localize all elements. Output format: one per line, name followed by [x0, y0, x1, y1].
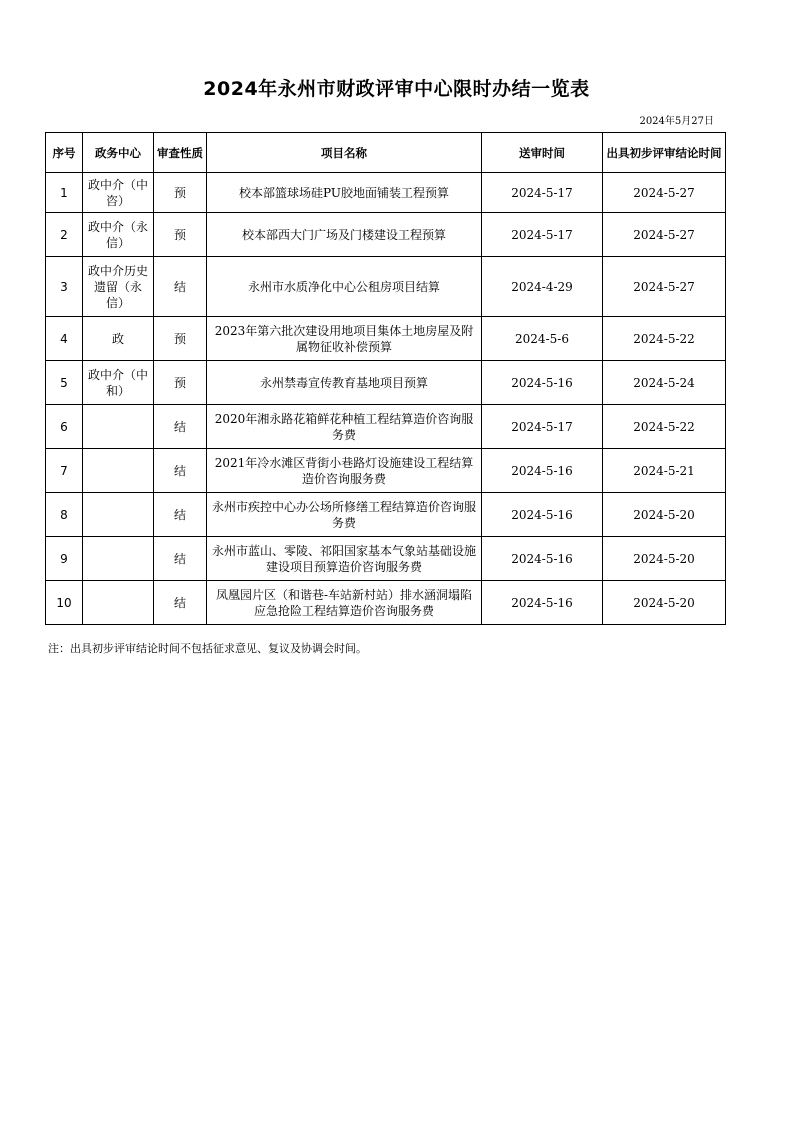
cell-center: [83, 581, 154, 625]
cell-result: 2024-5-27: [603, 257, 726, 317]
cell-name: 校本部西大门广场及门楼建设工程预算: [207, 213, 482, 257]
table-row: [46, 537, 726, 581]
cell-name: 凤凰园片区（和谐巷-车站新村站）排水涵洞塌陷应急抢险工程结算造价咨询服务费: [207, 581, 482, 625]
cell-center: 政中介（中咨）: [83, 173, 154, 213]
header-no: 序号: [46, 133, 83, 173]
cell-no: 2: [46, 213, 83, 257]
cell-type: 预: [154, 361, 207, 405]
cell-no: 9: [46, 537, 83, 581]
cell-submit: 2024-5-17: [482, 173, 603, 213]
cell-center: 政中介（中和）: [83, 361, 154, 405]
table-row: [46, 317, 726, 361]
cell-center: [83, 449, 154, 493]
cell-name: 2023年第六批次建设用地项目集体土地房屋及附属物征收补偿预算: [207, 317, 482, 361]
cell-submit: 2024-5-16: [482, 361, 603, 405]
cell-submit: 2024-5-16: [482, 449, 603, 493]
cell-name: 2021年冷水滩区背街小巷路灯设施建设工程结算造价咨询服务费: [207, 449, 482, 493]
cell-center: 政: [83, 317, 154, 361]
cell-type: 结: [154, 581, 207, 625]
cell-result: 2024-5-27: [603, 173, 726, 213]
table-row: [46, 581, 726, 625]
cell-no: 4: [46, 317, 83, 361]
cell-type: 结: [154, 257, 207, 317]
table-row: [46, 213, 726, 257]
header-name: 项目名称: [207, 133, 482, 173]
cell-type: 结: [154, 537, 207, 581]
cell-center: 政中介历史遗留（永信）: [83, 257, 154, 317]
cell-submit: 2024-5-16: [482, 537, 603, 581]
header-result: 出具初步评审结论时间: [603, 133, 726, 173]
cell-submit: 2024-5-17: [482, 405, 603, 449]
cell-result: 2024-5-20: [603, 537, 726, 581]
page-title: 2024年永州市财政评审中心限时办结一览表: [203, 78, 590, 100]
cell-name: 永州市水质净化中心公租房项目结算: [207, 257, 482, 317]
cell-submit: 2024-4-29: [482, 257, 603, 317]
header-center: 政务中心: [83, 133, 154, 173]
table-row: [46, 493, 726, 537]
cell-no: 8: [46, 493, 83, 537]
cell-name: 永州市蓝山、零陵、祁阳国家基本气象站基础设施建设项目预算造价咨询服务费: [207, 537, 482, 581]
cell-type: 结: [154, 493, 207, 537]
cell-center: 政中介（永信）: [83, 213, 154, 257]
cell-type: 结: [154, 449, 207, 493]
cell-type: 预: [154, 213, 207, 257]
footnote: 注：出具初步评审结论时间不包括征求意见、复议及协调会时间。: [48, 642, 367, 655]
cell-center: [83, 493, 154, 537]
cell-center: [83, 537, 154, 581]
cell-no: 1: [46, 173, 83, 213]
cell-no: 6: [46, 405, 83, 449]
cell-submit: 2024-5-17: [482, 213, 603, 257]
table-row: [46, 361, 726, 405]
cell-no: 5: [46, 361, 83, 405]
document-date: 2024年5月27日: [639, 116, 714, 127]
cell-type: 结: [154, 405, 207, 449]
table-row: [46, 257, 726, 317]
cell-result: 2024-5-22: [603, 317, 726, 361]
cell-type: 预: [154, 317, 207, 361]
cell-result: 2024-5-22: [603, 405, 726, 449]
cell-result: 2024-5-24: [603, 361, 726, 405]
cell-name: 2020年湘永路花箱鲜花种植工程结算造价咨询服务费: [207, 405, 482, 449]
header-submit: 送审时间: [482, 133, 603, 173]
table-row: [46, 173, 726, 213]
cell-submit: 2024-5-16: [482, 493, 603, 537]
cell-name: 校本部篮球场硅PU胶地面铺装工程预算: [207, 173, 482, 213]
table-row: [46, 405, 726, 449]
cell-name: 永州禁毒宣传教育基地项目预算: [207, 361, 482, 405]
header-type: 审查性质: [154, 133, 207, 173]
cell-no: 7: [46, 449, 83, 493]
table-row: [46, 449, 726, 493]
cell-result: 2024-5-20: [603, 581, 726, 625]
cell-result: 2024-5-27: [603, 213, 726, 257]
cell-type: 预: [154, 173, 207, 213]
cell-name: 永州市疾控中心办公场所修缮工程结算造价咨询服务费: [207, 493, 482, 537]
cell-submit: 2024-5-16: [482, 581, 603, 625]
cell-submit: 2024-5-6: [482, 317, 603, 361]
cell-no: 3: [46, 257, 83, 317]
cell-center: [83, 405, 154, 449]
cell-result: 2024-5-21: [603, 449, 726, 493]
results-table: [45, 132, 726, 625]
header-row: [46, 133, 726, 173]
cell-no: 10: [46, 581, 83, 625]
cell-result: 2024-5-20: [603, 493, 726, 537]
